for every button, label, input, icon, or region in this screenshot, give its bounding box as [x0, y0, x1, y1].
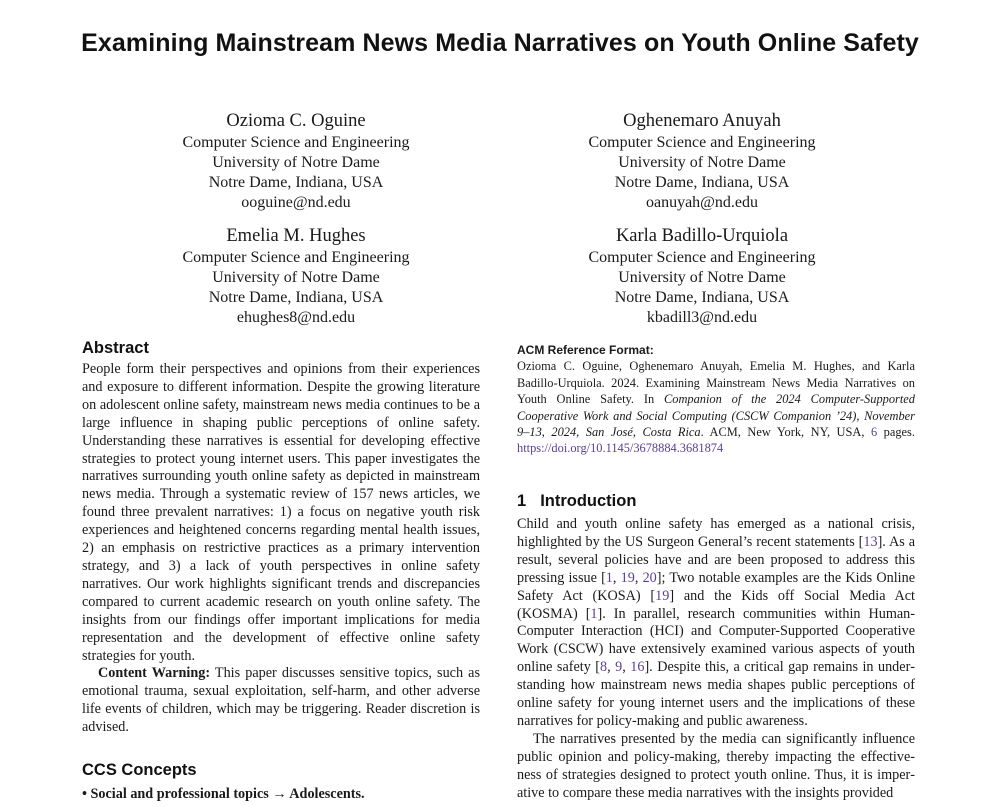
- author-university: University of Notre Dame: [212, 154, 380, 171]
- author-name: Karla Badillo-Urquiola: [615, 226, 789, 246]
- citation-link[interactable]: 9: [615, 659, 623, 676]
- acm-pages-suffix: pages.: [877, 425, 915, 440]
- author-department: Computer Science and Engineering: [182, 134, 410, 151]
- section-title: Introduction: [540, 492, 637, 510]
- text-run: ]; Two notable examples are the Kids Online Safety Act (KOSA) [: [517, 569, 916, 604]
- citation-link[interactable]: 19: [655, 587, 670, 604]
- acm-reference-heading: ACM Reference Format:: [517, 343, 654, 357]
- text-run: ]. As a result, several policies have and are been proposed to address this pressing issue [: [517, 533, 915, 586]
- doi-link[interactable]: https://doi.org/10.1145/3678884.3681874: [517, 441, 724, 456]
- author-email: kbadill3@nd.edu: [646, 309, 758, 326]
- content-warning-text: This paper discusses sensitive topics, such as emotional trauma, sexual exploitation, self-harm, and other adverse life events of children, which may be triggering. Reader discretion is advised.: [82, 665, 480, 736]
- author-block: [116, 110, 476, 213]
- author-department: Computer Science and Engineering: [182, 249, 410, 266]
- acm-publisher: . ACM, New York, NY, USA,: [700, 425, 871, 440]
- author-name: Emelia M. Hughes: [226, 226, 366, 246]
- citation-link[interactable]: 13: [863, 533, 878, 550]
- author-email: oanuyah@nd.edu: [645, 194, 759, 211]
- abstract-text: People form their perspectives and opinions from their experiences and exposure to different information. Despite the growing literature on adolescent online safety, mainstream news media continues to be a large influence in shaping public perceptions of online safety. Understanding these narratives is essential for developing effective strategies to protect young internet users. This paper investigates the narratives surrounding youth online safety as depicted in mainstream news media. Through a systematic review of 157 news articles, we found three prevalent narratives: 1) a focus on negative youth risk experiences and heightened concerns regarding mental health issues, 2) an emphasis on restrictive practices as a primary intervention strategy, and 3) a lack of youth perspectives in online safety narratives. Our work highlights significant trends and discrepancies compared to current academic research on youth online safety. The insights from our findings offer important implications for media representation and the development of effective online safety strategies for youth.: [82, 361, 480, 664]
- author-name: Ozioma C. Oguine: [226, 111, 366, 131]
- abstract-heading: Abstract: [82, 339, 149, 357]
- author-department: Computer Science and Engineering: [588, 134, 816, 151]
- content-warning-label: Content Warning:: [98, 665, 211, 682]
- ccs-concepts: • Social and professional topics → Adolescents.: [82, 786, 365, 802]
- citation-link[interactable]: 16: [630, 659, 645, 676]
- author-email: ehughes8@nd.edu: [236, 309, 356, 326]
- text-run: ,: [607, 659, 616, 676]
- citation-link[interactable]: 8: [600, 659, 608, 676]
- author-block: [116, 225, 476, 328]
- citation-link[interactable]: 1: [605, 569, 613, 586]
- author-university: University of Notre Dame: [618, 269, 786, 286]
- author-department: Computer Science and Engineering: [588, 249, 816, 266]
- author-location: Notre Dame, Indiana, USA: [208, 174, 384, 191]
- author-location: Notre Dame, Indiana, USA: [614, 174, 790, 191]
- text-run: ,: [612, 569, 621, 586]
- author-block: [522, 110, 882, 213]
- author-location: Notre Dame, Indiana, USA: [614, 289, 790, 306]
- author-location: Notre Dame, Indiana, USA: [208, 289, 384, 306]
- intro-paragraph-1: [517, 516, 915, 731]
- acm-reference: [517, 342, 915, 457]
- paper-title: Examining Mainstream News Media Narratives on Youth Online Safety: [81, 29, 919, 57]
- citation-link[interactable]: 20: [642, 569, 657, 586]
- text-run: Child and youth online safety has emerged as a national crisis, highlighted by the US Surgeon General’s recent statements [: [517, 516, 915, 550]
- author-email: ooguine@nd.edu: [241, 194, 351, 211]
- abstract-body: [82, 361, 480, 737]
- introduction-heading: [517, 492, 636, 511]
- text-run: ]. In parallel, research communities within Human-Computer Interaction (HCI) and Computer-Supported Cooperative Work (CSCW) have extensively examined various aspects of youth online safety [: [517, 605, 915, 676]
- acm-authors: Ozioma C. Oguine, Oghenemaro Anuyah, Emelia M. Hughes, and Karla Badillo-Urquiola. 2024. Examining Mainstream News Media Narratives on Youth Online Safety. In: [517, 359, 915, 407]
- author-university: University of Notre Dame: [212, 269, 380, 286]
- author-university: University of Notre Dame: [618, 154, 786, 171]
- acm-reference-text: [517, 358, 915, 456]
- author-block: [522, 225, 882, 328]
- text-run: ]. Despite this, a critical gap remains in understanding how mainstream news media shapes public perceptions of online safety for young internet users and the implications of these narratives for policy-making and public awareness.: [517, 659, 916, 729]
- citation-link[interactable]: 1: [590, 605, 598, 622]
- acm-venue: Companion of the 2024 Computer-Supported Cooperative Work and Social Computing (CSCW Companion ’24), November 9–13, 2024, San José, Costa Rica: [517, 392, 915, 440]
- introduction-body: [517, 516, 915, 803]
- content-warning: [82, 665, 480, 737]
- text-run: ] and the Kids off Social Media Act (KOSMA) [: [517, 587, 915, 622]
- citation-link[interactable]: 19: [620, 569, 635, 586]
- intro-paragraph-2: The narratives presented by the media can significantly influence public opinion and policy-making, thereby impacting the effectiveness of strategies designed to protect youth online. Thus, it is imperative to compare these media narratives with the insights provided: [517, 730, 915, 801]
- author-name: Oghenemaro Anuyah: [623, 111, 781, 131]
- text-run: ,: [634, 569, 643, 586]
- ccs-heading: CCS Concepts: [82, 761, 197, 779]
- section-number: 1: [517, 492, 527, 510]
- text-run: ,: [622, 659, 631, 676]
- acm-pages-link[interactable]: 6: [870, 425, 878, 440]
